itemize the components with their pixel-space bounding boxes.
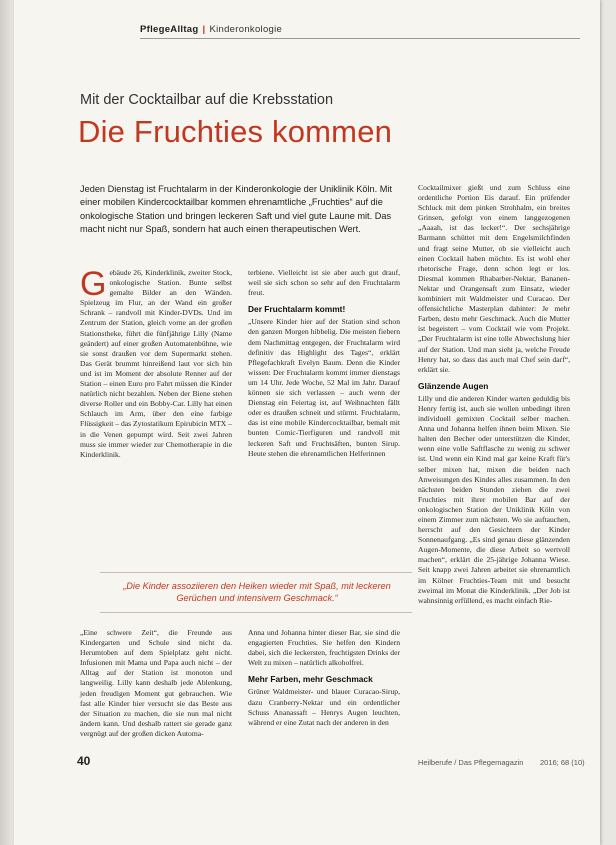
drop-cap: G [80, 265, 107, 303]
header-separator: | [202, 24, 206, 35]
page-number: 40 [77, 754, 91, 768]
column-1-lower-text: „Eine schwere Zeit“, die Freunde aus Kindergarten und Schule sind nicht da. Herumtoben auf dem Spielplatz geht nicht. Infusionen mit Mama und Papa auch nicht – der Alltag auf der Station ist monoton und langweilig. Lilly kann deshalb jede Ablenkung, jeden freudigen Moment gut gebrauchen. Wie fast alle Kinder hier versucht sie das Beste aus der Situation zu machen, die sie nun mal nicht ändern kann. Und deshalb rattert sie gerade ganz vergnügt auf der großen dicken Automa- [80, 628, 232, 738]
footer-journal: Heilberufe / Das Pflegemagazin [418, 758, 524, 767]
column-1-text: ebäude 26, Kinderklinik, zweiter Stock, onkologische Station. Bunte selbst gemalte Bilder an den Wänden. Spielzeug im Flur, an der Wand ein großer Schrank – randvoll mit Kinder-DVDs. Und im Zentrum der Station, gleich vorne an der großen Stationstheke, führt die fünfjährige Lilly (Name geändert) auf einer großen Automatenbühne, wie sie sonst draußen vor dem Supermarkt stehen. Das Gerät brummt hinreißend laut vor sich hin und ist im Moment der absolute Renner auf der Station – einen Euro pro Fahrt müssen die Kinder natürlich nicht bezahlen. Neben der Biene stehen diverse Roller und ein Bobby-Car. Lilly hat einen Schlauch im Arm, über den eine farbige Flüssigkeit – das Zytostatikum Epirubicin MTX – in die Venen gepumpt wird. Seit zwei Jahren muss sie immer wieder zur Chemotherapie in die Kinderklinik. [80, 268, 232, 459]
column-2-lower-heading: Mehr Farben, mehr Geschmack [248, 674, 373, 685]
column-2-lower [248, 628, 400, 732]
article-title: Die Fruchties kommen [78, 114, 393, 149]
pullquote-rule-top [100, 572, 412, 573]
header-section: PflegeAlltag [140, 24, 199, 35]
footer-issue: 2016; 68 (10) [540, 758, 585, 767]
column-3-para-2: Lilly und die anderen Kinder warten geduldig bis Henry fertig ist, auch sie wollen unbedingt ihren individuell gemixten Cocktail selber machen. Anna und Johanna helfen ihnen beim Mixen. Sie halten den Becher oder unterstützen die Kinder, wenn eine volle Saftflasche zu wenig zu schwer ist. Und wenn ein Kind mal gar keine Kraft für's selber mixen hat, mixen die beiden nach Anweisungen des Kindes alles zusammen. In den nächsten beiden Stunden ziehen die zwei Fruchties mit ihrer mobilen Bar auf der onkologischen Station der Uniklinik Köln von einem Zimmer zum nächsten. Wo sie auftauchen, herrscht auf den Gesichtern der Kinder Sonnenaufgang. „Es sind genau diese glänzenden Augen-Momente, die diese Arbeit so wertvoll machen“, erklärt die 25-jährige Johanna Wiese. Seit knapp zwei Jahren arbeitet sie ehrenamtlich im Kölner Fruchties-Team mit und besucht zweimal im Monat die Kinderklinik. „Der Job ist wahnsinnig erfüllend, es macht einfach Rie- [418, 393, 570, 605]
scan-edge [0, 0, 14, 845]
pullquote-rule-bottom [100, 612, 412, 613]
column-2 [248, 268, 400, 463]
article-lead: Jeden Dienstag ist Fruchtalarm in der Kinderonkologie der Uniklinik Köln. Mit einer mobilen Kindercocktailbar kommen ehrenamtliche „Fruchties“ auf die onkologische Station und bringen leckeren Saft und viel gute Laune mit. Das macht nicht nur Spaß, sondern hat auch einen therapeutischen Wert. [80, 184, 393, 234]
column-2-lower-para-2: Grüner Waldmeister- und blauer Curacao-Sirup, dazu Cranberry-Nektar und ein ordentlicher Schuss Ananassaft – Henrys Augen leuchten, während er eine Zutat nach der anderen in den [248, 687, 400, 727]
header-rule [140, 38, 580, 39]
column-3 [418, 183, 570, 610]
pull-quote: „Die Kinder assoziieren den Heiken wieder mit Spaß, mit leckeren Gerüchen und intensivem Geschmack.“ [123, 581, 391, 603]
column-2-para-2: „Unsere Kinder hier auf der Station sind schon den ganzen Morgen hibbelig. Die meisten fiebern dem Nachmittag entgegen, der Fruchtalarm wird definitiv das Highlight des Tages“, erklärt Pflegefachkraft Evelyn Baum. Denn die Kinder wissen: Der Fruchtalarm kommt immer dienstags um 14 Uhr. Jede Woche, 52 Mal im Jahr. Darauf können sie sich verlassen – auch wenn der Dienstag ein Feiertag ist, auf Weihnachten fällt oder es draußen schneit und stürmt. Fruchtalarm, das ist eine mobile Kindercocktailbar, bemalt mit bunten Comic-Tierfiguren und randvoll mit leckeren Saft und Fruchtsäften, bunten Sirup. Heute stehen die ehrenamtlichen Helferinnen [248, 317, 400, 458]
page-header [140, 24, 282, 35]
column-1 [80, 265, 232, 464]
column-2-heading: Der Fruchtalarm kommt! [248, 304, 346, 315]
column-1-lower [80, 628, 232, 743]
column-2-lower-para-1: Anna und Johanna hinter dieser Bar, sie sind die engagierten Fruchties. Sie helfen den Kindern dabei, sich die leckersten, fruchtigsten Drinks der Welt zu mixen – natürlich alkoholfrei. [248, 628, 400, 668]
article-kicker: Mit der Cocktailbar auf die Krebsstation [80, 92, 334, 108]
column-3-para-1: Cocktailmixer gießt und zum Schluss eine ordentliche Portion Eis darauf. Ein prüfender Schluck mit dem pinken Strohhalm, ein breites Grinsen, gefolgt von einem langgezogenen „Aaaah, ist das lecker!“. Der sechsjährige Barmann schüttet mit dem Engelsmilchfinden und fragt seine Mutter, ob sie vielleicht auch einen Cocktail haben möchte. Es ist wohl eher rhetorische Frage, denn schon legt er los. Diesmal kommen Rhabarber-Nektar, Bananen-Nektar und Orangensaft zum Einsatz, wieder kombiniert mit Waldmeister und Curacao. Der offensichtliche Masterplan dahinter: Je mehr Farben, desto mehr Geschmack. Auch die Mutter ist begeistert – vom Cocktail wie vom Projekt. „Der Fruchtalarm ist eine tolle Abwechslung hier auf der Station. Und man sieht ja, welche Freude Henry hat, so dass das auch mal Chef sein darf“, erklärt sie. [418, 183, 570, 374]
column-3-heading: Glänzende Augen [418, 380, 489, 391]
column-2-para-1: terbiene. Vielleicht ist sie aber auch gut drauf, weil sie sich schon so sehr auf den Fruchtalarm freut. [248, 268, 400, 298]
header-topic: Kinderonkologie [209, 24, 283, 35]
